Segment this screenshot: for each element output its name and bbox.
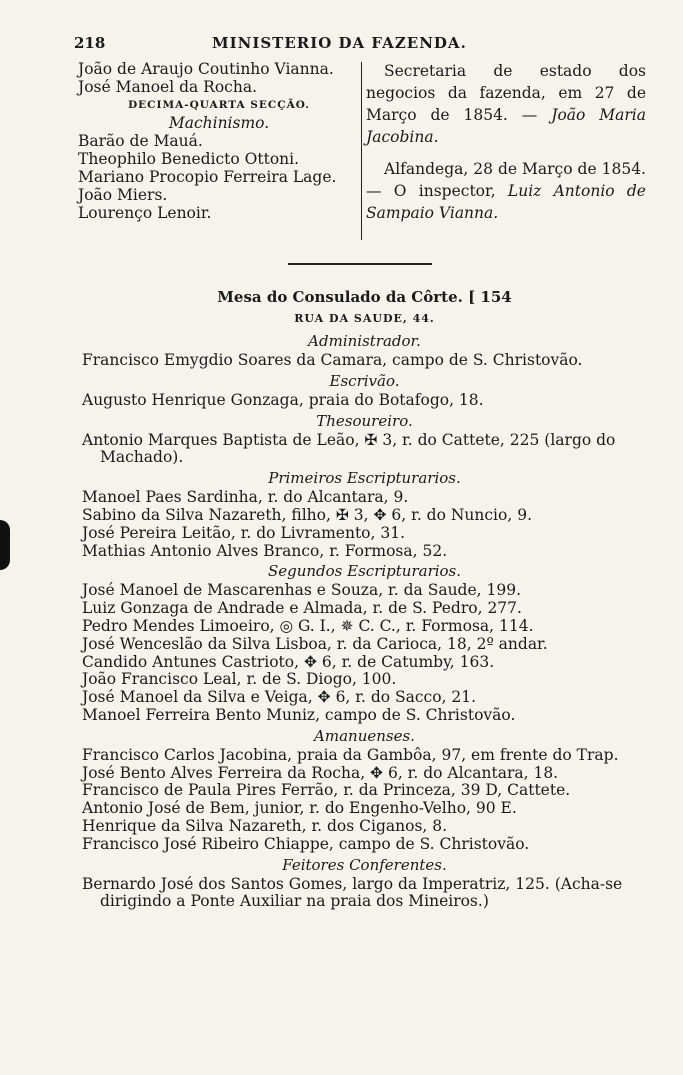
consulado-section — [82, 286, 647, 911]
column-divider — [361, 62, 362, 240]
entry-line: João Francisco Leal, r. de S. Diogo, 100. — [82, 670, 397, 689]
entry-line: Antonio José de Bem, junior, r. do Engenho-Velho, 90 E. — [82, 799, 517, 818]
entry-line: Henrique da Silva Nazareth, r. dos Ciganos, 8. — [82, 816, 448, 835]
page-header — [74, 34, 510, 56]
entry-line: José Bento Alves Ferreira da Rocha, ✥ 6, r. do Alcantara, 18. — [82, 763, 559, 782]
secretaria-text: Secretaria de estado dos negocios da fazenda, em 27 de Março de 1854. — — [366, 62, 646, 124]
entry-line: dirigindo a Ponte Auxiliar na praia dos Mineiros.) — [100, 892, 489, 911]
entry-line: José Pereira Leitão, r. do Livramento, 31. — [82, 523, 406, 542]
entry-line: Antonio Marques Baptista de Leão, ✠ 3, r. do Cattete, 225 (largo do — [82, 430, 616, 449]
entry-line: Manoel Ferreira Bento Muniz, campo de S. Christovão. — [82, 705, 516, 724]
role-heading: Segundos Escripturarios. — [267, 562, 462, 581]
role-heading: Primeiros Escripturarios. — [268, 469, 461, 488]
entry-line: José Manoel de Mascarenhas e Souza, r. da Saude, 199. — [82, 581, 522, 600]
entry-line: Augusto Henrique Gonzaga, praia do Botafogo, 18. — [82, 390, 484, 409]
role-heading: Amanuenses. — [314, 726, 415, 745]
entry-line: Machado). — [100, 448, 184, 467]
entry-line: Sabino da Silva Nazareth, filho, ✠ 3, ✥ 6, r. do Nuncio, 9. — [82, 505, 532, 524]
entry-line: Bernardo José dos Santos Gomes, largo da Imperatriz, 125. (Acha-se — [82, 874, 623, 893]
entry-line: José Wenceslão da Silva Lisboa, r. da Carioca, 18, 2º andar. — [82, 634, 548, 653]
entry-line: Luiz Gonzaga de Andrade e Almada, r. de S. Pedro, 277. — [82, 599, 522, 618]
name-line: José Manoel da Rocha. — [78, 78, 258, 96]
name-line: João Miers. — [78, 186, 168, 204]
ink-blot — [0, 520, 10, 570]
entry-line: Francisco Emygdio Soares da Camara, campo de S. Christovão. — [82, 351, 583, 369]
section-heading: DECIMA-QUARTA SECÇÃO. — [128, 99, 310, 111]
section-rule — [288, 263, 432, 265]
alfandega-signature: Luiz Antonio de Sampaio Vianna. — [366, 182, 646, 222]
alfandega-paragraph — [366, 158, 646, 224]
entry-line: Francisco Carlos Jacobina, praia da Gambôa, 97, em frente do Trap. — [82, 745, 619, 764]
name-line: Lourenço Lenoir. — [78, 204, 212, 222]
name-line: João de Araujo Coutinho Vianna. — [78, 60, 334, 78]
role-heading: Thesoureiro. — [316, 411, 413, 430]
section-title: Mesa do Consulado da Côrte. [ 154 — [217, 288, 512, 306]
entry-line: Francisco José Ribeiro Chiappe, campo de S. Christovão. — [82, 834, 530, 853]
subsection-heading: Machinismo. — [168, 114, 270, 132]
entry-line: Manoel Paes Sardinha, r. do Alcantara, 9. — [82, 488, 409, 507]
entry-line: Candido Antunes Castrioto, ✥ 6, r. de Catumby, 163. — [82, 652, 495, 671]
entry-line: José Manoel da Silva e Veiga, ✥ 6, r. do Sacco, 21. — [82, 688, 477, 707]
alfandega-text: Alfandega, 28 de Março de 1854. — O inspector, — [366, 160, 646, 200]
role-heading: Escrivão. — [329, 371, 400, 390]
secretaria-signature: João Maria Jacobina. — [366, 106, 646, 146]
right-column — [366, 60, 646, 224]
running-title: MINISTERIO DA FAZENDA. — [212, 34, 467, 52]
entry-line: Mathias Antonio Alves Branco, r. Formosa, 52. — [82, 541, 448, 560]
secretaria-paragraph — [366, 60, 646, 148]
name-line: Mariano Procopio Ferreira Lage. — [78, 168, 337, 186]
role-heading: Feitores Conferentes. — [282, 855, 447, 874]
name-line: Barão de Mauá. — [78, 132, 203, 150]
role-heading: Administrador. — [308, 332, 421, 350]
name-line: Theophilo Benedicto Ottoni. — [78, 150, 300, 168]
entry-line: Francisco de Paula Pires Ferrão, r. da Princeza, 39 D, Cattete. — [82, 781, 571, 800]
left-column — [78, 60, 360, 222]
section-address: RUA DA SAUDE, 44. — [294, 312, 435, 325]
page-number: 218 — [74, 34, 106, 52]
entry-line: Pedro Mendes Limoeiro, ◎ G. I., ✵ C. C., r. Formosa, 114. — [82, 616, 534, 635]
